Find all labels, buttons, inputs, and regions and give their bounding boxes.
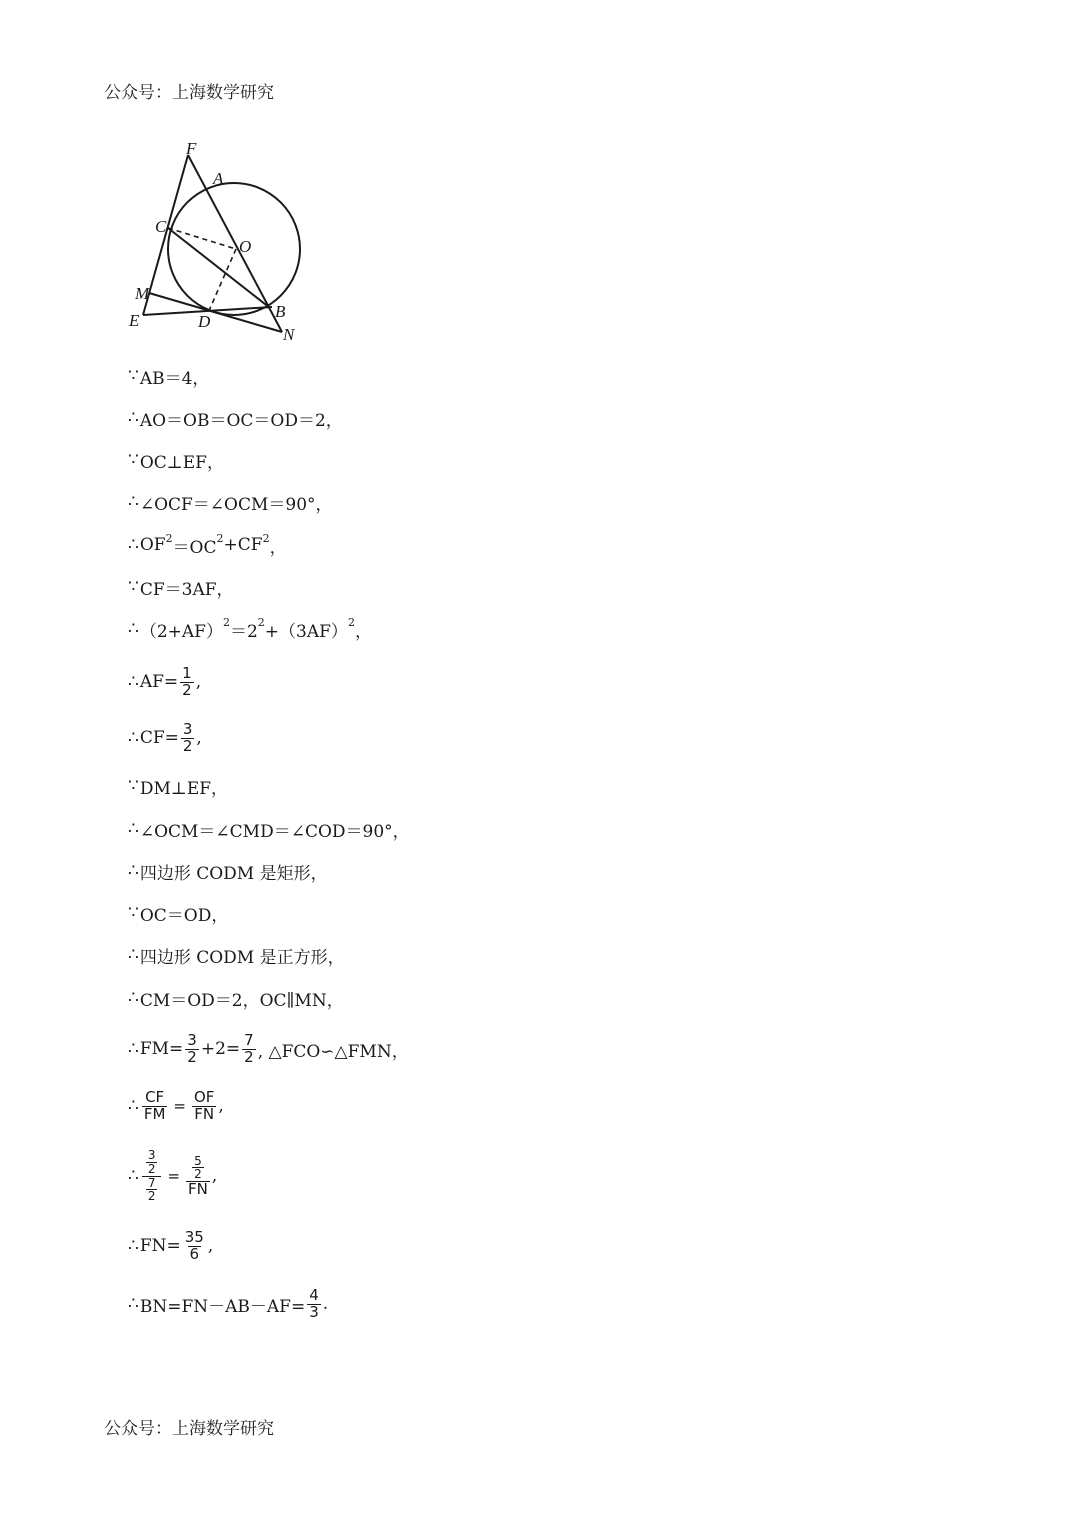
- therefore-symbol: ∴: [128, 672, 139, 692]
- line-co-dashed: [168, 228, 236, 249]
- numerator: [188, 1155, 208, 1181]
- denominator: 3: [309, 1302, 319, 1321]
- step-text: +（3AF）: [264, 621, 348, 642]
- therefore-symbol: ∴: [128, 1166, 139, 1186]
- step-text: ,: [207, 1236, 214, 1256]
- step-text: ，: [269, 537, 287, 558]
- step-text: +CF: [223, 535, 263, 555]
- step-text: ，: [354, 621, 372, 642]
- step-text: DM⊥EF，: [139, 778, 229, 799]
- denominator: 2: [244, 1047, 254, 1066]
- step-text: ＝2: [229, 621, 258, 642]
- denominator: [142, 1176, 162, 1203]
- step-text: 四边形 CODM 是矩形，: [139, 863, 328, 884]
- label-f: F: [186, 139, 197, 158]
- denominator: 2: [187, 1047, 197, 1066]
- step-text: BN=FN－AB－AF=: [139, 1296, 306, 1317]
- therefore-symbol: ∴: [128, 728, 139, 748]
- therefore-symbol: ∴: [128, 1096, 139, 1116]
- step-text: CM＝OD＝2，OC∥MN，: [139, 990, 344, 1011]
- fraction: [185, 1030, 199, 1066]
- numerator: OF: [193, 1087, 215, 1106]
- step-line-12: [128, 855, 328, 887]
- fraction: [192, 1155, 204, 1181]
- numerator: 1: [182, 663, 192, 682]
- equals-sign: =: [173, 1097, 186, 1115]
- therefore-symbol: ∴: [128, 1039, 139, 1059]
- step-text: ∠OCF＝∠OCM＝90°，: [139, 494, 333, 515]
- step-text: OC⊥EF，: [139, 452, 224, 473]
- line-od-dashed: [208, 249, 236, 313]
- denominator: 6: [189, 1244, 200, 1263]
- header-watermark: 公众号：上海数学研究: [104, 83, 274, 103]
- denominator: 2: [194, 1167, 202, 1182]
- therefore-symbol: ∴: [128, 535, 139, 555]
- footer-watermark: 公众号：上海数学研究: [104, 1419, 274, 1439]
- step-line-20: [128, 1285, 329, 1321]
- therefore-symbol: ∴: [128, 819, 139, 839]
- complex-fraction: [142, 1149, 162, 1202]
- step-line-15: [128, 982, 344, 1014]
- step-text: , △FCO∽△FMN，: [257, 1041, 409, 1062]
- step-text: 四边形 CODM 是正方形，: [139, 947, 345, 968]
- denominator: 2: [182, 680, 192, 699]
- numerator: 4: [309, 1285, 319, 1304]
- because-symbol: ∵: [128, 450, 139, 470]
- step-text: AF=: [139, 672, 179, 692]
- therefore-symbol: ∴: [128, 988, 139, 1008]
- step-text: ,: [195, 672, 202, 692]
- therefore-symbol: ∴: [128, 619, 139, 639]
- label-d: D: [198, 312, 211, 331]
- step-line-4: [128, 486, 333, 518]
- complex-fraction: [186, 1155, 210, 1198]
- label-c: C: [155, 217, 167, 236]
- step-line-19: [128, 1227, 214, 1263]
- numerator: 3: [182, 719, 193, 738]
- step-text: +2=: [200, 1039, 241, 1059]
- step-text: FM=: [139, 1039, 184, 1059]
- therefore-symbol: ∴: [128, 492, 139, 512]
- label-a: A: [213, 169, 224, 188]
- line-cb: [168, 228, 270, 308]
- fraction: [146, 1177, 158, 1203]
- label-m: M: [135, 284, 150, 303]
- step-text: AB＝4，: [139, 368, 210, 389]
- fraction: [242, 1030, 256, 1066]
- numerator: 7: [244, 1030, 254, 1049]
- step-text: FN=: [139, 1236, 181, 1256]
- because-symbol: ∵: [128, 577, 139, 597]
- step-line-8: [128, 663, 202, 699]
- step-text: CF=: [139, 728, 179, 748]
- step-line-7: ∴ （2+AF） $^2$ ＝2 $^2$ +（3AF） $^2$ ，: [128, 616, 372, 642]
- step-text: CF＝3AF，: [139, 579, 234, 600]
- step-line-6: [128, 571, 234, 603]
- label-o: O: [239, 237, 252, 256]
- fraction: [192, 1087, 216, 1123]
- fraction: [180, 663, 194, 699]
- therefore-symbol: ∴: [128, 1236, 139, 1256]
- step-text: OF: [139, 535, 166, 555]
- numerator: CF: [145, 1087, 165, 1106]
- label-b: B: [275, 302, 286, 321]
- fraction: [307, 1285, 321, 1321]
- therefore-symbol: ∴: [128, 945, 139, 965]
- step-text: ,: [196, 728, 202, 748]
- numerator: 3: [147, 1148, 156, 1163]
- step-text: ∠OCM＝∠CMD＝∠COD＝90°，: [139, 821, 410, 842]
- step-text: .: [322, 1294, 329, 1314]
- step-text: ,: [211, 1166, 218, 1186]
- because-symbol: ∵: [128, 903, 139, 923]
- numerator: 5: [194, 1153, 202, 1168]
- step-text: （2+AF）: [139, 621, 223, 642]
- step-text: AO＝OB＝OC＝OD＝2，: [139, 410, 343, 431]
- fraction: [181, 719, 195, 755]
- fraction: [142, 1087, 168, 1123]
- therefore-symbol: ∴: [128, 408, 139, 428]
- step-line-2: [128, 402, 343, 434]
- therefore-symbol: ∴: [128, 861, 139, 881]
- step-line-5: ∴ OF $^2$ ＝OC $^2$ +CF $^2$ ，: [128, 532, 287, 558]
- denominator: FM: [143, 1104, 166, 1123]
- circle-o: [168, 183, 300, 315]
- geometry-figure: [125, 135, 325, 350]
- fraction: [146, 1149, 158, 1175]
- step-line-16: [128, 1030, 409, 1066]
- denominator: FN: [194, 1104, 215, 1123]
- equals-sign: =: [167, 1167, 181, 1185]
- fraction: [183, 1227, 206, 1263]
- because-symbol: ∵: [128, 366, 139, 386]
- step-line-3: [128, 444, 224, 476]
- numerator: [142, 1149, 162, 1175]
- step-line-17: [128, 1087, 224, 1123]
- denominator: 2: [147, 1189, 156, 1204]
- denominator: FN: [188, 1179, 208, 1198]
- label-e: E: [129, 311, 140, 330]
- because-symbol: ∵: [128, 776, 139, 796]
- step-line-11: [128, 813, 410, 845]
- step-line-18: [128, 1148, 218, 1204]
- numerator: 7: [147, 1175, 156, 1190]
- numerator: 35: [184, 1227, 204, 1246]
- step-line-1: [128, 360, 209, 392]
- step-line-13: [128, 897, 228, 929]
- label-n: N: [283, 325, 295, 344]
- therefore-symbol: ∴: [128, 1294, 139, 1314]
- step-line-10: [128, 770, 228, 802]
- denominator: 2: [182, 736, 193, 755]
- step-text: ,: [218, 1096, 224, 1116]
- step-text: OC＝OD，: [139, 905, 229, 926]
- step-line-14: [128, 939, 345, 971]
- numerator: 3: [187, 1030, 197, 1049]
- denominator: 2: [147, 1161, 156, 1176]
- step-text: ＝OC: [172, 537, 217, 558]
- step-line-9: [128, 719, 202, 755]
